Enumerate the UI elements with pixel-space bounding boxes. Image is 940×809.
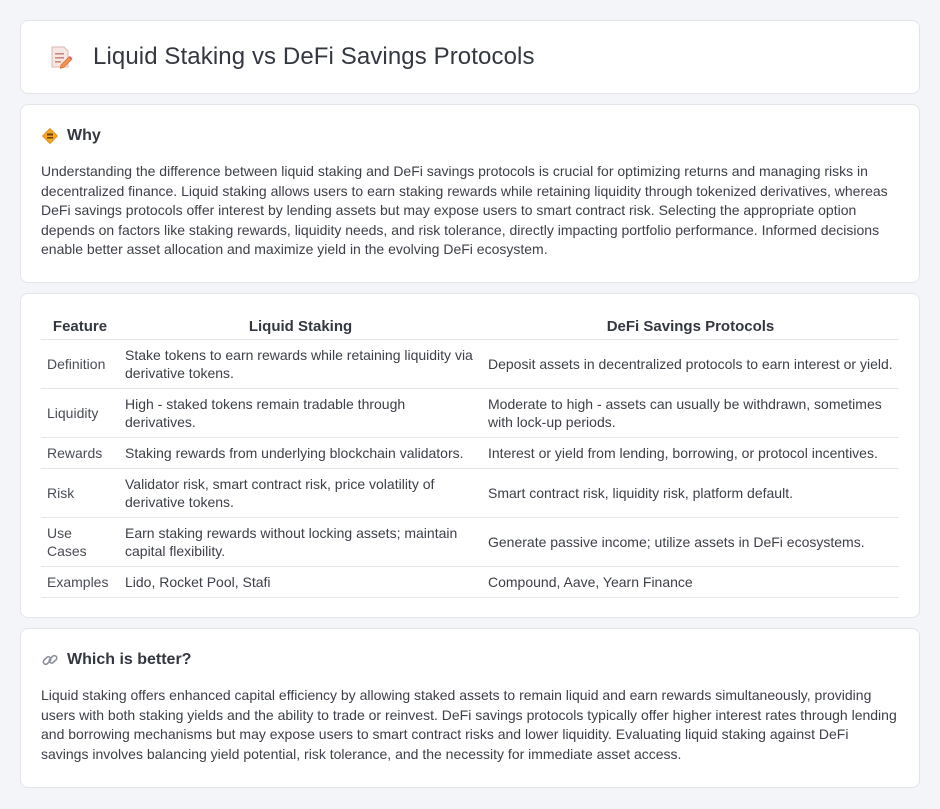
table-row [41,340,899,389]
table-header-liquid-staking: Liquid Staking [119,312,482,340]
why-title: Why [67,127,101,144]
which-better-section [20,628,920,788]
table-header-row [41,312,899,340]
memo-pencil-icon [47,44,73,70]
table-row [41,438,899,469]
better-text: Liquid staking offers enhanced capital efficiency by allowing staked assets to remain liquid and earn rewards simultaneously, providing users with both staking yields and the ability to trade or reinvest. DeFi savings protocols typically offer higher interest rates through lending and borrowing mechanisms but may expose users to smart contract risks and lower liquidity. Evaluating liquid staking against DeFi savings involves balancing yield potential, risk tolerance, and the necessity for immediate asset access. [41,687,897,762]
table-header-feature: Feature [41,312,119,340]
why-section [20,104,920,283]
better-heading [41,651,899,669]
table-cell-defi-savings: Compound, Aave, Yearn Finance [482,567,899,598]
comparison-table [41,312,899,598]
table-header-defi-savings: DeFi Savings Protocols [482,312,899,340]
table-cell-liquid-staking: Earn staking rewards without locking assets; maintain capital flexibility. [119,518,482,567]
table-cell-feature: Rewards [41,438,119,469]
why-heading [41,127,899,145]
table-cell-liquid-staking: Validator risk, smart contract risk, price volatility of derivative tokens. [119,469,482,518]
table-row [41,567,899,598]
table-cell-liquid-staking: Staking rewards from underlying blockchain validators. [119,438,482,469]
table-cell-defi-savings: Interest or yield from lending, borrowing, or protocol incentives. [482,438,899,469]
table-cell-liquid-staking: High - staked tokens remain tradable through derivatives. [119,389,482,438]
why-text: Understanding the difference between liquid staking and DeFi savings protocols is crucial for optimizing returns and managing risks in decentralized finance. Liquid staking allows users to earn staking rewards while retaining liquidity through tokenized derivatives, whereas DeFi savings protocols offer interest by lending assets but may expose users to smart contract risk. Selecting the appropriate option depends on factors like staking rewards, liquidity needs, and risk tolerance, directly impacting portfolio performance. Informed decisions enable better asset allocation and maximize yield in the evolving DeFi ecosystem. [41,163,888,257]
table-cell-liquid-staking: Lido, Rocket Pool, Stafi [119,567,482,598]
table-cell-feature: Risk [41,469,119,518]
table-row [41,469,899,518]
table-cell-feature: Examples [41,567,119,598]
table-cell-defi-savings: Generate passive income; utilize assets in DeFi ecosystems. [482,518,899,567]
better-title: Which is better? [67,651,192,668]
table-cell-feature: Liquidity [41,389,119,438]
table-row [41,518,899,567]
warning-diamond-icon [41,127,59,145]
table-cell-defi-savings: Deposit assets in decentralized protocols to earn interest or yield. [482,340,899,389]
header-card [20,20,920,94]
table-cell-feature: Definition [41,340,119,389]
page-title: Liquid Staking vs DeFi Savings Protocols [93,43,535,70]
comparison-section [20,293,920,618]
table-cell-defi-savings: Moderate to high - assets can usually be withdrawn, sometimes with lock-up periods. [482,389,899,438]
table-cell-defi-savings: Smart contract risk, liquidity risk, platform default. [482,469,899,518]
link-icon [41,651,59,669]
table-cell-feature: Use Cases [41,518,119,567]
table-row [41,389,899,438]
table-cell-liquid-staking: Stake tokens to earn rewards while retaining liquidity via derivative tokens. [119,340,482,389]
